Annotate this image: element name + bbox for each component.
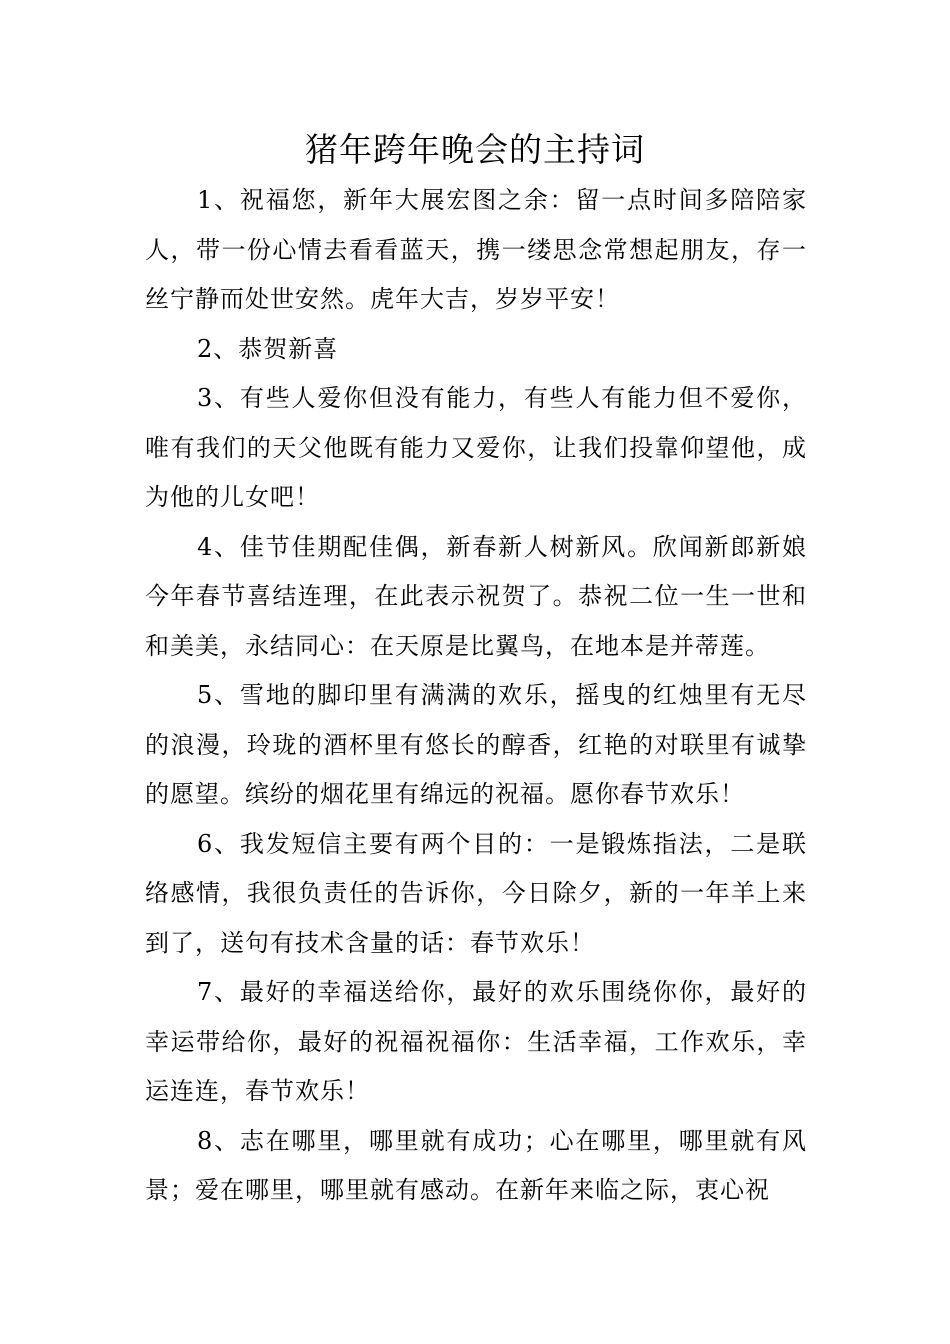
paragraph-6: 6、我发短信主要有两个目的：一是锻炼指法，二是联络感情，我很负责任的告诉你，今日除夕，新的一年羊上来到了，送句有技术含量的话：春节欢乐！ <box>145 829 807 957</box>
paragraph-5: 5、雪地的脚印里有满满的欢乐，摇曳的红烛里有无尽的浪漫，玲珑的酒杯里有悠长的醇香，红艳的对联里有诚挚的愿望。缤纷的烟花里有绵远的祝福。愿你春节欢乐！ <box>145 681 807 808</box>
document-title: 猪年跨年晚会的主持词 <box>305 130 645 169</box>
paragraph-3: 3、有些人爱你但没有能力，有些人有能力但不爱你，唯有我们的天父他既有能力又爱你，让我们投靠仰望他，成为他的儿女吧！ <box>145 384 807 511</box>
paragraph-2: 2、恭贺新喜 <box>197 334 339 363</box>
paragraph-7: 7、最好的幸福送给你，最好的欢乐围绕你你，最好的幸运带给你，最好的祝福祝福你：生活幸福，工作欢乐，幸运连连，春节欢乐！ <box>145 978 807 1105</box>
paragraph-8: 8、志在哪里，哪里就有成功；心在哪里，哪里就有风景；爱在哪里，哪里就有感动。在新年来临之际，衷心祝 <box>145 1126 807 1204</box>
document-body <box>145 176 807 1216</box>
paragraph-4: 4、佳节佳期配佳偶，新春新人树新风。欣闻新郎新娘今年春节喜结连理，在此表示祝贺了。恭祝二位一生一世和和美美，永结同心：在天原是比翼鸟，在地本是并蒂莲。 <box>145 532 807 660</box>
paragraph-1: 1、祝福您，新年大展宏图之余：留一点时间多陪陪家人，带一份心情去看看蓝天，携一缕思念常想起朋友，存一丝宁静而处世安然。虎年大吉，岁岁平安！ <box>145 186 807 313</box>
